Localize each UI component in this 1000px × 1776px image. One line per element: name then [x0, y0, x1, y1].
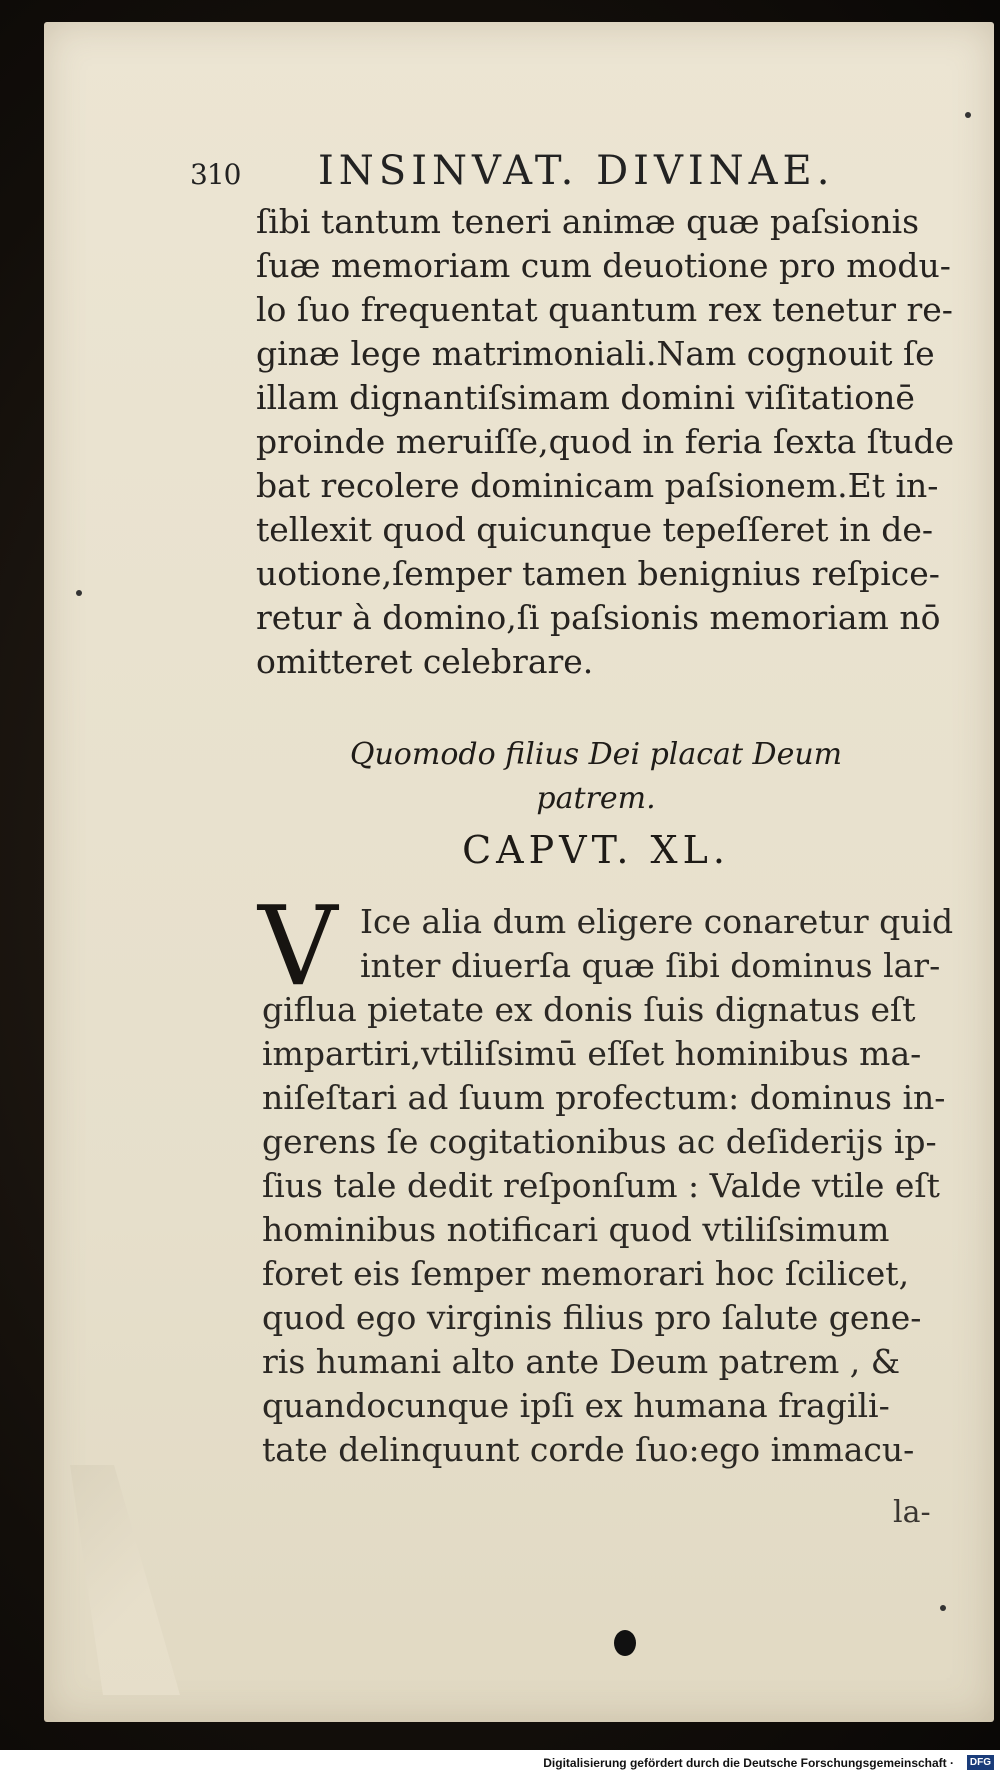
text-line: quod ego virginis filius pro ſalute gene- [262, 1298, 922, 1337]
paragraph-2 [262, 900, 954, 1472]
catchword: la- [893, 1495, 931, 1530]
text-line: lo ſuo frequentat quantum rex tenetur re- [256, 290, 953, 329]
text-line: tellexit quod quicunque tepeſſeret in de- [256, 510, 934, 549]
text-line: omitteret celebrare. [256, 642, 594, 681]
text-line: Ice alia dum eligere conaretur quid [360, 902, 954, 941]
paragraph-1 [256, 200, 955, 684]
drop-cap: V [258, 882, 338, 1010]
ink-speck [940, 1605, 946, 1611]
dfg-logo-icon: DFG [967, 1755, 994, 1770]
page-number: 310 [190, 158, 241, 191]
chapter-heading: CAPVT. XL. [462, 828, 730, 872]
text-line: proinde meruiſſe,quod in feria ſexta ſtude [256, 422, 955, 461]
text-line: illam dignantiſsimam domini viſitationē [256, 378, 915, 417]
text-line: ſuæ memoriam cum deuotione pro modu- [256, 246, 951, 285]
chapter-title-line: Quomodo filius Dei placat Deum [349, 737, 843, 772]
footer-credit: Digitalisierung gefördert durch die Deutsche Forschungsgemeinschaft · [543, 1756, 954, 1770]
text-line: giflua pietate ex donis ſuis dignatus eſt [262, 990, 916, 1029]
text-line: ginæ lege matrimoniali.Nam cognouit ſe [256, 334, 935, 373]
page-header [190, 148, 890, 198]
text-line: tate delinquunt corde ſuo:ego immacu- [262, 1430, 915, 1469]
text-line: uotione,ſemper tamen benignius reſpice- [256, 554, 940, 593]
text-line: gerens ſe cogitationibus ac deſiderijs ip- [262, 1122, 937, 1161]
text-line: impartiri,vtiliſsimū eſſet hominibus ma- [262, 1034, 922, 1073]
text-line: retur à domino,ſi paſsionis memoriam nō [256, 598, 941, 637]
text-line: hominibus notificari quod vtiliſsimum [262, 1210, 890, 1249]
chapter-title-line: patrem. [536, 781, 656, 816]
text-line: foret eis ſemper memorari hoc ſcilicet, [262, 1254, 910, 1293]
text-line: niſeſtari ad ſuum profectum: dominus in- [262, 1078, 946, 1117]
text-line: ſibi tantum teneri animæ quæ paſsionis [256, 202, 920, 241]
text-line: ſius tale dedit reſponſum : Valde vtile eſt [262, 1166, 940, 1205]
digitization-footer [0, 1750, 1000, 1776]
ink-speck [76, 590, 82, 596]
running-head: INSINVAT. DIVINAE. [318, 148, 835, 194]
ink-spot [614, 1630, 636, 1656]
text-line: bat recolere dominicam paſsionem.Et in- [256, 466, 939, 505]
text-line: quandocunque ipſi ex humana fragili- [262, 1386, 890, 1425]
text-line: inter diuerſa quæ ſibi dominus lar- [360, 946, 941, 985]
ink-speck [965, 112, 971, 118]
text-line: ris humani alto ante Deum patrem , & [262, 1342, 901, 1381]
chapter-title [256, 733, 936, 821]
